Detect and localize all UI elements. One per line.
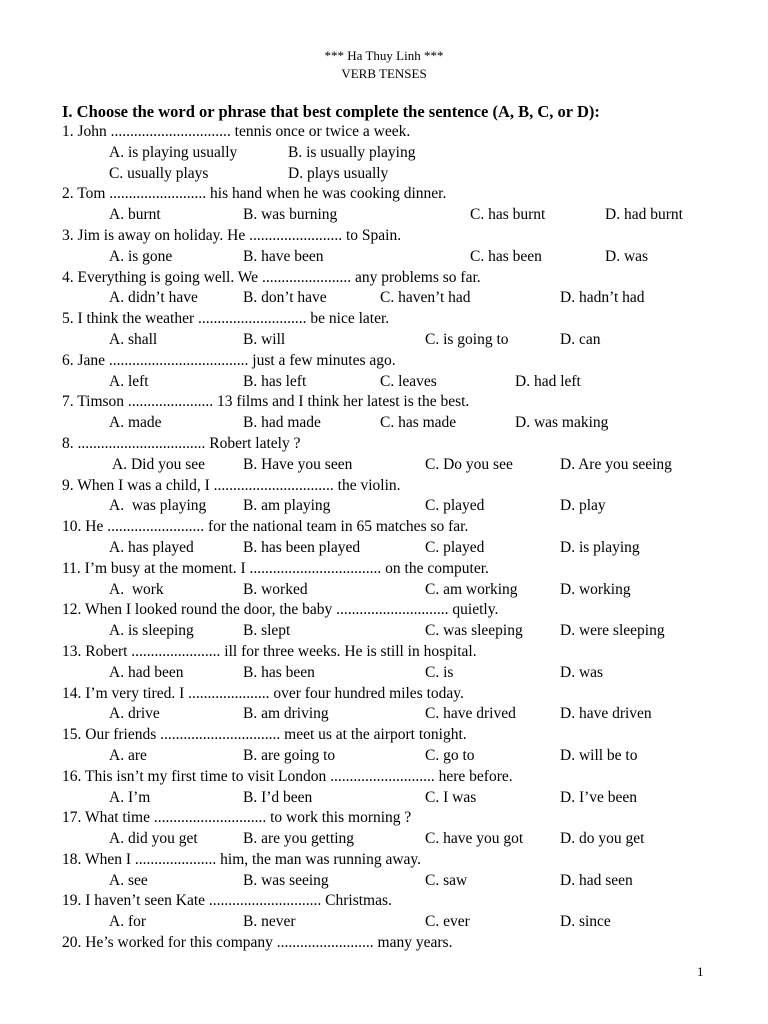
answer-option-a: A. is playing usually bbox=[109, 143, 238, 161]
question-text: 4. Everything is going well. We ....................... any problems so far. bbox=[62, 268, 481, 286]
answer-option-b: B. are going to bbox=[243, 746, 336, 764]
options-row bbox=[62, 372, 752, 393]
answer-option-a: A. Did you see bbox=[109, 455, 206, 473]
question-text: 19. I haven’t seen Kate ............................. Christmas. bbox=[62, 892, 392, 910]
answer-option-a: A. drive bbox=[109, 705, 160, 723]
question-text: 9. When I was a child, I ............................... the violin. bbox=[62, 476, 401, 494]
answer-option-b: B. are you getting bbox=[243, 830, 355, 848]
author-line: *** Ha Thuy Linh *** bbox=[324, 48, 444, 63]
answer-option-c: C. has burnt bbox=[470, 206, 546, 224]
answer-option-d: D. hadn’t had bbox=[560, 289, 645, 307]
answer-option-d: D. will be to bbox=[560, 746, 638, 764]
answer-option-b: B. have been bbox=[243, 247, 324, 265]
answer-option-c: C. ever bbox=[425, 913, 470, 931]
document-title: VERB TENSES bbox=[341, 66, 427, 81]
question-text: 17. What time ............................. to work this morning ? bbox=[62, 809, 412, 827]
options-row bbox=[62, 288, 752, 309]
answer-option-a: A. is sleeping bbox=[109, 622, 194, 640]
options-row bbox=[62, 704, 752, 725]
question-text: 2. Tom ......................... his hand when he was cooking dinner. bbox=[62, 185, 447, 203]
answer-option-b: B. is usually playing bbox=[288, 143, 416, 161]
answer-option-a: A. had been bbox=[109, 663, 184, 681]
section-title: I. Choose the word or phrase that best complete the sentence (A, B, C, or D): bbox=[62, 102, 600, 121]
answer-option-a: A. is gone bbox=[109, 247, 173, 265]
answer-option-b: B. Have you seen bbox=[243, 455, 353, 473]
answer-option-a: A. did you get bbox=[109, 830, 198, 848]
answer-option-a: A. for bbox=[109, 913, 147, 931]
answer-option-d: D. had seen bbox=[560, 871, 633, 889]
question-text: 7. Timson ...................... 13 films and I think her latest is the best. bbox=[62, 393, 470, 411]
question-text: 11. I’m busy at the moment. I .................................. on the computer. bbox=[62, 559, 489, 577]
answer-option-c: C. saw bbox=[425, 871, 468, 889]
question-text: 10. He ......................... for the national team in 65 matches so far. bbox=[62, 518, 469, 536]
options-row bbox=[62, 912, 752, 933]
answer-option-a: A. are bbox=[109, 746, 147, 764]
options-row bbox=[62, 164, 752, 185]
answer-option-d: D. were sleeping bbox=[560, 622, 665, 640]
answer-option-a: A. work bbox=[109, 580, 164, 598]
answer-option-d: D. was bbox=[560, 663, 604, 681]
question-text: 18. When I ..................... him, the man was running away. bbox=[62, 850, 422, 868]
options-row bbox=[62, 330, 752, 351]
question-text: 13. Robert ....................... ill for three weeks. He is still in hospital. bbox=[62, 642, 477, 660]
page-number: 1 bbox=[697, 964, 704, 979]
options-row bbox=[62, 580, 752, 601]
options-row bbox=[62, 829, 752, 850]
answer-option-c: C. have you got bbox=[425, 830, 524, 848]
answer-option-b: B. don’t have bbox=[243, 289, 327, 307]
options-row bbox=[62, 788, 752, 809]
answer-option-c: C. I was bbox=[425, 788, 477, 806]
answer-option-d: D. Are you seeing bbox=[560, 455, 672, 473]
options-row bbox=[62, 205, 752, 226]
answer-option-b: B. has been bbox=[243, 663, 315, 681]
question-text: 12. When I looked round the door, the baby ............................. quietly. bbox=[62, 601, 499, 619]
answer-option-a: A. shall bbox=[109, 330, 158, 348]
question-text: 1. John ............................... tennis once or twice a week. bbox=[62, 123, 411, 140]
answer-option-c: C. Do you see bbox=[425, 455, 513, 473]
answer-option-a: A. made bbox=[109, 414, 162, 432]
options-row bbox=[62, 455, 752, 476]
answer-option-d: D. had left bbox=[515, 372, 581, 390]
answer-option-c: C. usually plays bbox=[109, 164, 209, 182]
answer-option-b: B. had made bbox=[243, 414, 321, 432]
options-row bbox=[62, 413, 752, 434]
answer-option-b: B. never bbox=[243, 913, 296, 931]
question-text: 3. Jim is away on holiday. He ........................ to Spain. bbox=[62, 226, 402, 244]
answer-option-a: A. has played bbox=[109, 538, 194, 556]
answer-option-d: D. can bbox=[560, 330, 601, 348]
options-row bbox=[62, 663, 752, 684]
answer-option-c: C. go to bbox=[425, 746, 475, 764]
answer-option-d: D. play bbox=[560, 497, 606, 515]
answer-option-a: A. didn’t have bbox=[109, 289, 198, 307]
answer-option-b: B. slept bbox=[243, 622, 291, 640]
answer-option-d: D. was making bbox=[515, 414, 609, 432]
answer-option-c: C. played bbox=[425, 538, 485, 556]
answer-option-d: D. I’ve been bbox=[560, 788, 638, 806]
options-row bbox=[62, 621, 752, 642]
options-row bbox=[62, 538, 752, 559]
question-list bbox=[62, 122, 752, 954]
options-row bbox=[62, 871, 752, 892]
answer-option-b: B. will bbox=[243, 330, 286, 348]
question-text: 6. Jane .................................... just a few minutes ago. bbox=[62, 351, 396, 369]
answer-option-d: D. do you get bbox=[560, 830, 645, 848]
answer-option-c: C. is bbox=[425, 663, 454, 681]
answer-option-a: A. see bbox=[109, 871, 148, 889]
answer-option-d: D. since bbox=[560, 913, 611, 931]
answer-option-a: A. was playing bbox=[109, 497, 207, 515]
answer-option-c: C. am working bbox=[425, 580, 518, 598]
answer-option-d: D. have driven bbox=[560, 705, 652, 723]
options-row bbox=[62, 247, 752, 268]
answer-option-c: C. played bbox=[425, 497, 485, 515]
question-text: 20. He’s worked for this company ......................... many years. bbox=[62, 934, 453, 952]
answer-option-c: C. haven’t had bbox=[380, 289, 471, 307]
answer-option-d: D. was bbox=[605, 247, 649, 265]
answer-option-c: C. has made bbox=[380, 414, 457, 432]
answer-option-d: D. is playing bbox=[560, 538, 640, 556]
answer-option-c: C. is going to bbox=[425, 330, 509, 348]
answer-option-b: B. was seeing bbox=[243, 871, 329, 889]
answer-option-b: B. has been played bbox=[243, 538, 361, 556]
question-text: 15. Our friends ............................... meet us at the airport tonight. bbox=[62, 726, 467, 744]
answer-option-a: A. burnt bbox=[109, 206, 161, 224]
answer-option-b: B. was burning bbox=[243, 206, 338, 224]
exercise-section bbox=[62, 101, 752, 954]
answer-option-c: C. was sleeping bbox=[425, 622, 523, 640]
question-text: 5. I think the weather ............................ be nice later. bbox=[62, 310, 390, 328]
answer-option-c: C. leaves bbox=[380, 372, 437, 390]
options-row bbox=[62, 746, 752, 767]
answer-option-c: C. has been bbox=[470, 247, 542, 265]
answer-option-a: A. left bbox=[109, 372, 149, 390]
answer-option-d: D. plays usually bbox=[288, 164, 389, 182]
question-text: 16. This isn’t my first time to visit London ........................... here before. bbox=[62, 767, 513, 785]
answer-option-b: B. am driving bbox=[243, 705, 329, 723]
answer-option-c: C. have drived bbox=[425, 705, 516, 723]
answer-option-b: B. am playing bbox=[243, 497, 331, 515]
options-row bbox=[62, 143, 752, 164]
options-row bbox=[62, 496, 752, 517]
answer-option-d: D. working bbox=[560, 580, 631, 598]
answer-option-d: D. had burnt bbox=[605, 206, 683, 224]
question-text: 14. I’m very tired. I ..................... over four hundred miles today. bbox=[62, 684, 464, 702]
answer-option-b: B. has left bbox=[243, 372, 307, 390]
answer-option-b: B. worked bbox=[243, 580, 308, 598]
answer-option-a: A. I’m bbox=[109, 788, 151, 806]
question-text: 8. ................................. Robert lately ? bbox=[62, 434, 301, 452]
answer-option-b: B. I’d been bbox=[243, 788, 313, 806]
